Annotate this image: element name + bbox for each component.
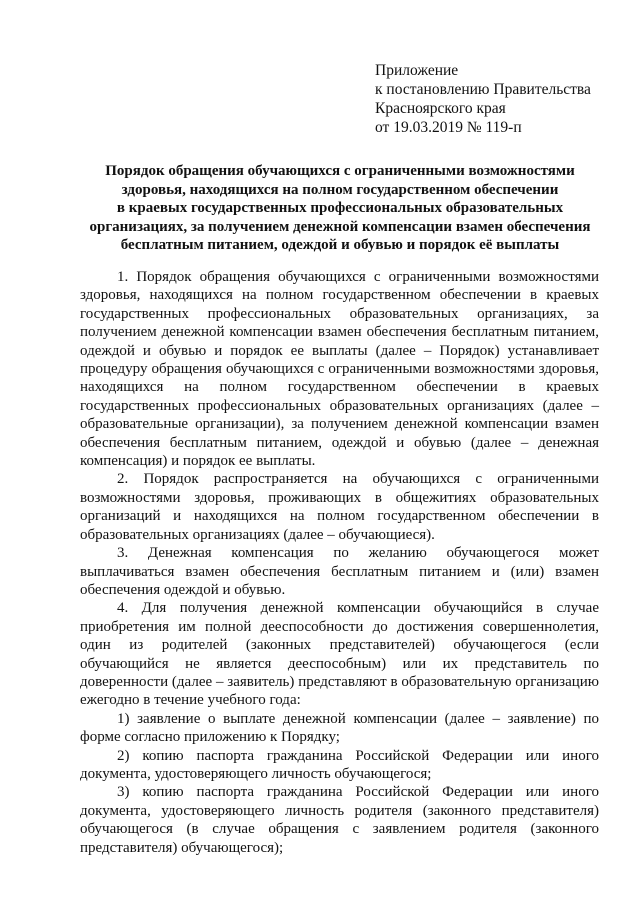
appendix-line: Приложение xyxy=(375,62,459,79)
appendix-line: Красноярского края xyxy=(375,100,506,117)
list-item-2: 2) копию паспорта гражданина Российской Федерации или иного документа, удостоверяющего личность обучающегося; xyxy=(80,747,599,782)
title-line: Порядок обращения обучающихся с ограниченными возможностями xyxy=(105,163,575,179)
appendix-line: от 19.03.2019 № 119-п xyxy=(375,119,522,136)
list-item-3: 3) копию паспорта гражданина Российской Федерации или иного документа, удостоверяющего личность родителя (законного представителя) обучающегося (в случае обращения с заявлением родителя (законного представителя) обучающегося); xyxy=(80,784,599,856)
title-line: бесплатным питанием, одеждой и обувью и порядок её выплаты xyxy=(120,237,560,253)
appendix-block xyxy=(375,61,615,137)
paragraph-2: 2. Порядок распространяется на обучающихся с ограниченными возможностями здоровья, проживающих в общежитиях образовательных организаций и находящихся на полном государственном обеспечении в образовательных организациях (далее – обучающиеся). xyxy=(80,471,599,543)
paragraph-3: 3. Денежная компенсация по желанию обучающегося может выплачиваться взамен обеспечения бесплатным питанием и (или) взамен обеспечения одеждой и обувью. xyxy=(80,545,599,598)
paragraph-4: 4. Для получения денежной компенсации обучающийся в случае приобретения им полной дееспособности до достижения совершеннолетия, один из родителей (законных представителей) обучающегося (если обучающийся не является дееспособным) или их представитель по доверенности (далее – заявитель) представляют в образовательную организацию ежегодно в течение учебного года: xyxy=(80,600,599,709)
title-line: здоровья, находящихся на полном государственном обеспечении xyxy=(121,181,559,198)
paragraph-1: 1. Порядок обращения обучающихся с ограниченными возможностями здоровья, находящихся на полном государственном обеспечении в краевых государственных профессиональных образовательных организациях, за получением денежной компенсации взамен обеспечения бесплатным питанием, одеждой и обувью и порядок ее выплаты (далее – Порядок) устанавливает процедуру обращения обучающихся с ограниченными возможностями здоровья, находящихся на полном государственном обеспечении в краевых государственных профессиональных образовательных организациях (далее – образовательные организации), за получением денежной компенсации взамен обеспечения бесплатным питанием, одеждой и обувью (далее – денежная компенсация) и порядок ее выплаты. xyxy=(80,269,599,470)
document-body xyxy=(80,268,599,857)
title-line: в краевых государственных профессиональных образовательных xyxy=(116,200,564,216)
appendix-line: к постановлению Правительства xyxy=(375,81,591,98)
list-item-1: 1) заявление о выплате денежной компенсации (далее – заявление) по форме согласно приложению к Порядку; xyxy=(80,710,599,746)
document-title xyxy=(80,162,600,255)
title-line: организациях, за получением денежной компенсации взамен обеспечения xyxy=(89,218,591,235)
